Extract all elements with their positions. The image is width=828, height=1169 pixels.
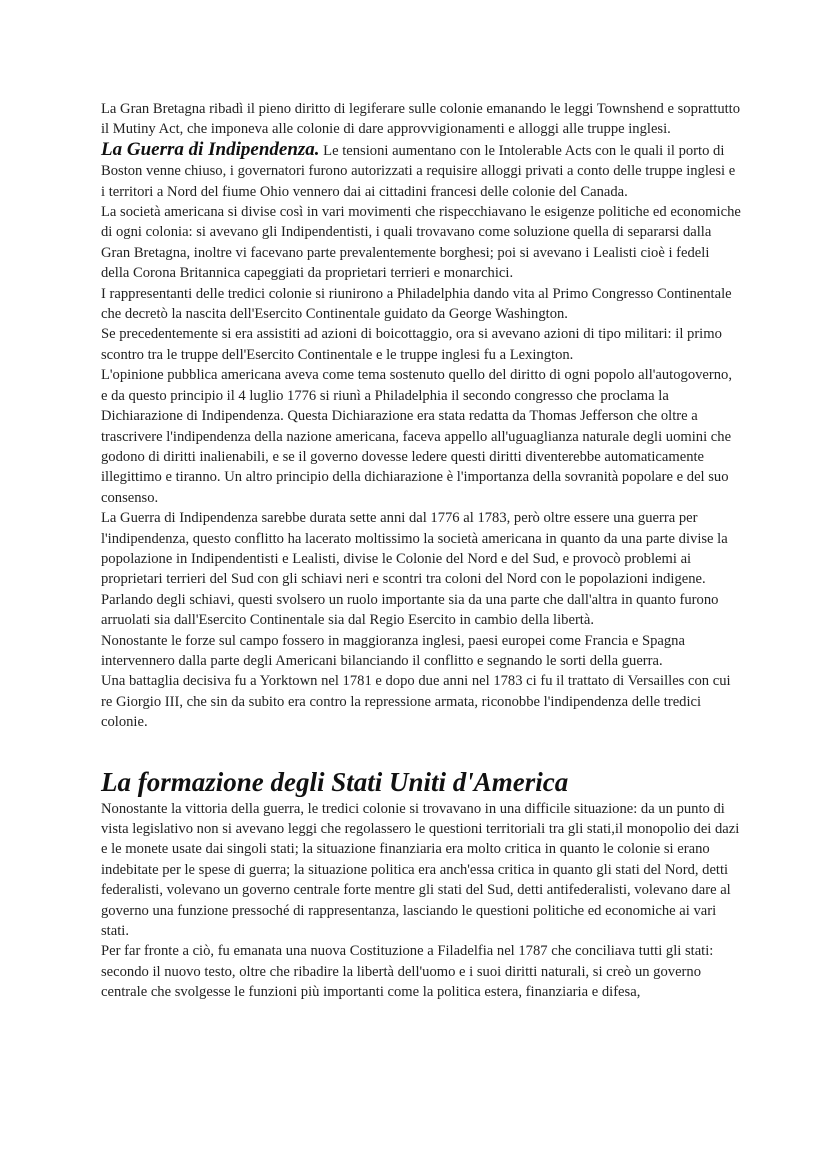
guerra-paragraph: La Guerra di Indipendenza sarebbe durata sette anni dal 1776 al 1783, però oltre essere una guerra per l'indipendenza, questo conflitto ha lacerato moltissimo la società americana in quanto da una parte divise la popolazione in Indipendentisti e Lealisti, divise le Colonie del Nord e del Sud, e provocò problemi ai proprietari terrieri del Sud con gli schiavi neri e scontri tra coloni del Nord con le popolazioni indigene. — [101, 510, 728, 588]
guerra-paragraph: La società americana si divise così in vari movimenti che rispecchiavano le esigenze politiche ed economiche di ogni colonia: si avevano gli Indipendentisti, i quali trovavano come soluzione quella di separarsi dalla Gran Bretagna, inoltre vi facevano parte prevalentemente borghesi; poi si avevano i Lealisti cioè i fedeli della Corona Britannica capeggiati da proprietari terrieri e monarchici. — [101, 204, 741, 282]
guerra-lead-text: Le tensioni aumentano con le Intolerable Acts con le quali il porto di Boston venne chiuso, i governatori furono autorizzati a requisire alloggi privati a conto delle truppe inglesi e i territori a Nord del fiume Ohio vennero dai ai cittadini francesi delle colonie del Canada. — [101, 142, 736, 200]
formazione-paragraph: Per far fronte a ciò, fu emanata una nuova Costituzione a Filadelfia nel 1787 che conciliava tutti gli stati: secondo il nuovo testo, oltre che ribadire la libertà dell'uomo e i suoi diritti naturali, si creò un governo centrale che svolgesse le funzioni più importanti come la politica estera, finanziaria e difesa, — [101, 943, 714, 1001]
formazione-paragraph: Nonostante la vittoria della guerra, le tredici colonie si trovavano in una difficile situazione: da un punto di vista legislativo non si avevano leggi che regolassero le questioni territoriali tra gli stati,il monopolio dei dazi e le monete usate dai singoli stati; la situazione finanziaria era molto critica in quanto le colonie si erano indebitate per le spese di guerra; la situazione politica era anch'essa critica in quanto gli stati del Nord, detti federalisti, volevano un governo centrale forte mentre gli stati del Sud, detti antifederalisti, volevano dare al governo una funzione pressoché di rappresentanza, lasciando le questioni politiche ed economiche ai vari stati. — [101, 800, 740, 940]
guerra-paragraph: Nonostante le forze sul campo fossero in maggioranza inglesi, paesi europei come Francia e Spagna intervennero dalla parte degli Americani bilanciando il conflitto e segnando le sorti della guerra. — [101, 632, 685, 669]
guerra-paragraph: Se precedentemente si era assistiti ad azioni di boicottaggio, ora si avevano azioni di tipo militari: il primo scontro tra le truppe dell'Esercito Continentale e le truppe inglesi fu a Lexington. — [101, 326, 722, 363]
intro-paragraph: La Gran Bretagna ribadì il pieno diritto di legiferare sulle colonie emanando le leggi Townshend e soprattutto il Mutiny Act, che imponeva alle colonie di dare approvvigionamenti e alloggi alle truppe inglesi. — [101, 101, 741, 138]
guerra-paragraph: L'opinione pubblica americana aveva come tema sostenuto quello del diritto di ogni popolo all'autogoverno, e da questo principio il 4 luglio 1776 si riunì a Philadelphia il secondo congresso che proclama la Dichiarazione di Indipendenza. Questa Dichiarazione era stata redatta da Thomas Jefferson che oltre a trascrivere l'indipendenza della nazione americana, faceva appello all'uguaglianza naturale degli uomini che godono di diritti inalienabili, e se il governo dovesse ledere questi diritti diventerebbe automaticamente illegittimo e tiranno. Un altro principio della dichiarazione è l'importanza della sovranità popolare e del suo consenso. — [101, 367, 732, 506]
section-title-formazione: La formazione degli Stati Uniti d'America — [101, 766, 569, 797]
guerra-heading: La Guerra di Indipendenza. — [101, 138, 320, 160]
guerra-lead-paragraph — [101, 140, 741, 202]
document-page — [101, 99, 741, 1003]
guerra-paragraph: I rappresentanti delle tredici colonie si riunirono a Philadelphia dando vita al Primo Congresso Continentale che decretò la nascita dell'Esercito Continentale guidato da George Washington. — [101, 285, 732, 323]
guerra-paragraph: Parlando degli schiavi, questi svolsero un ruolo importante sia da una parte che dall'altra in quanto furono arruolati sia dall'Esercito Continentale sia dal Regio Esercito in cambio della libertà. — [101, 591, 719, 629]
guerra-paragraph: Una battaglia decisiva fu a Yorktown nel 1781 e dopo due anni nel 1783 ci fu il trattato di Versailles con cui re Giorgio III, che sin da subito era contro la repressione armata, riconobbe l'indipendenza delle tredici colonie. — [101, 673, 731, 731]
